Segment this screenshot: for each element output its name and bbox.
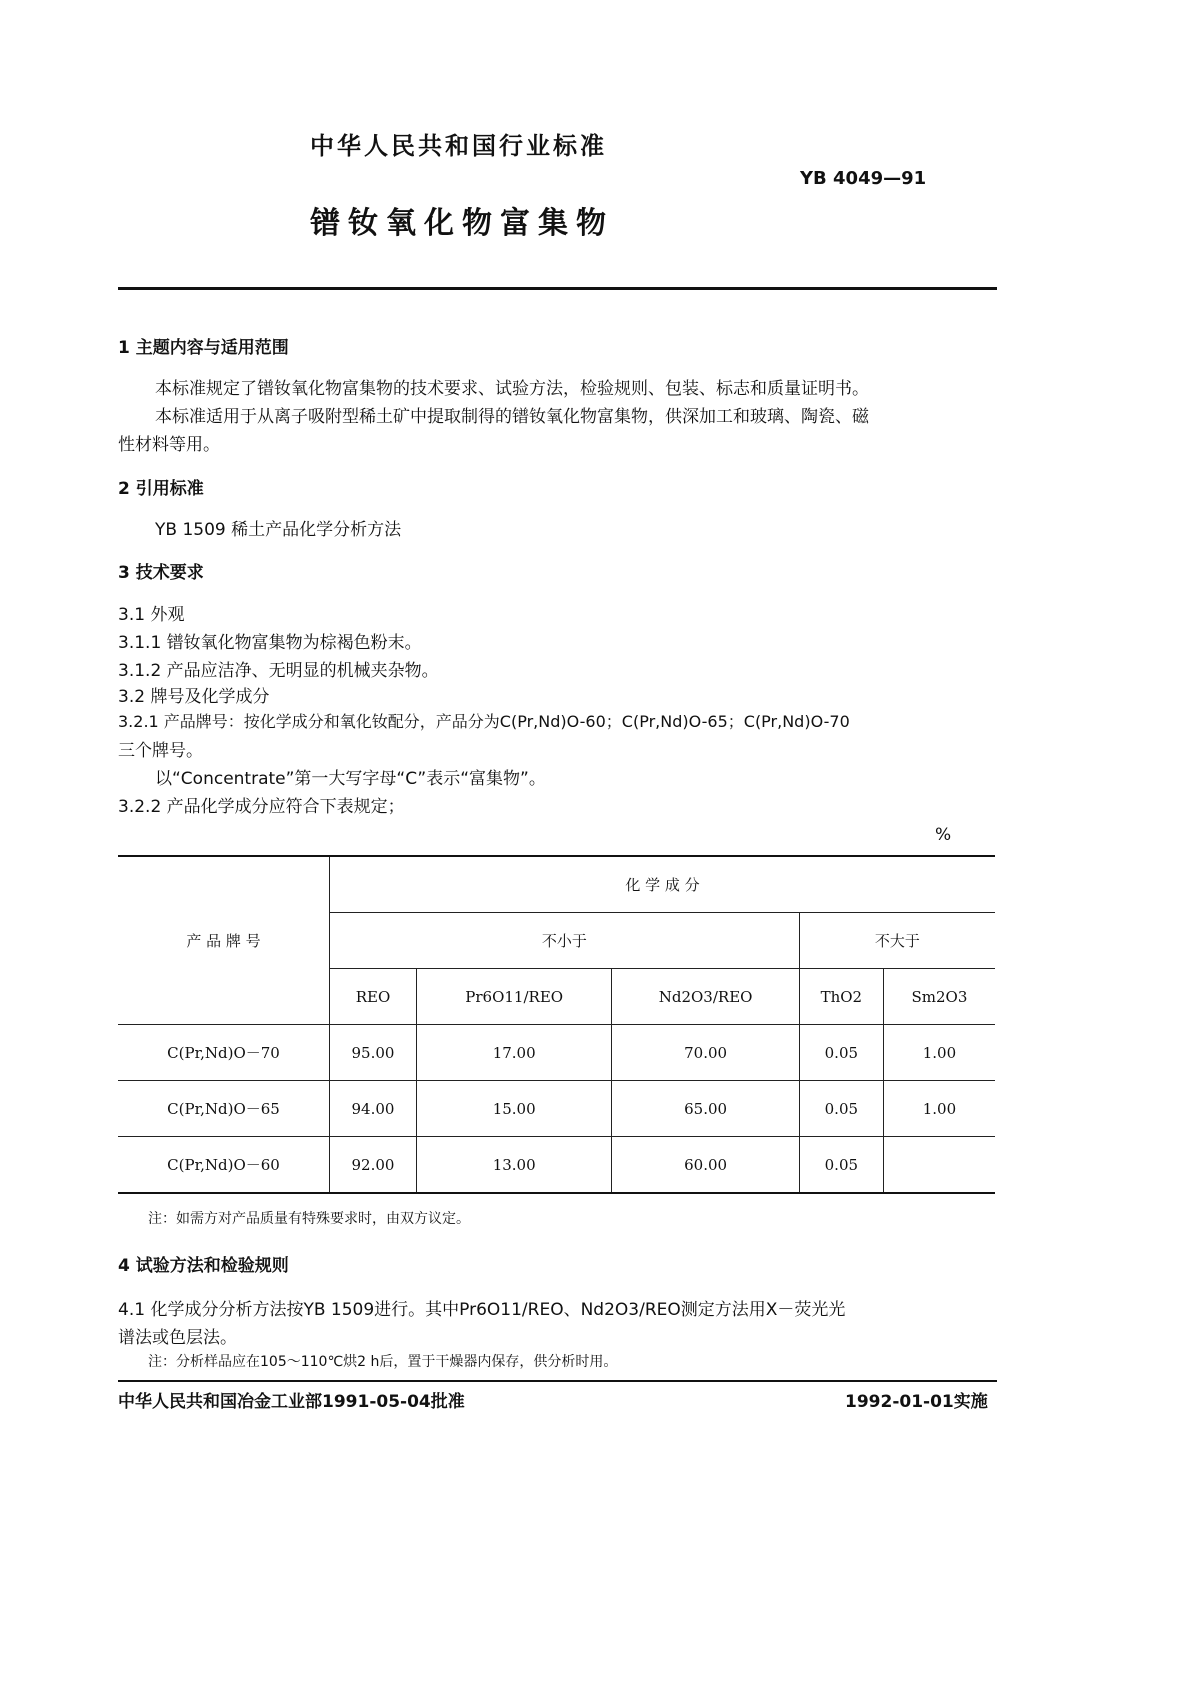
s311: 3.1.1 镨钕氧化物富集物为棕褐色粉末。 [118,633,422,653]
grade: C(Pr,Nd)O－70 [118,1025,330,1081]
reference-standard: YB 1509 稀土产品化学分析方法 [155,520,402,540]
effective-date: 1992-01-01实施 [845,1392,988,1412]
cell: 94.00 [330,1081,417,1137]
s312: 3.1.2 产品应洁净、无明显的机械夹杂物。 [118,661,439,681]
table-row [118,1137,995,1194]
cell: 65.00 [612,1081,799,1137]
col-reo: REO [330,969,417,1025]
cell: 0.05 [799,1137,883,1194]
s41-note: 注：分析样品应在105～110℃烘2 h后，置于干燥器内保存，供分析时用。 [148,1354,618,1370]
table-row [118,1081,995,1137]
col-sm2o3: Sm2O3 [883,969,995,1025]
col-tho2: ThO2 [799,969,883,1025]
cell: 1.00 [883,1025,995,1081]
grade: C(Pr,Nd)O－65 [118,1081,330,1137]
cell: 15.00 [416,1081,611,1137]
s321: 3.2.1 产品牌号：按化学成分和氧化钕配分，产品分为C(Pr,Nd)O-60；C(Pr,Nd)O-65；C(Pr,Nd)O-70 [118,712,850,731]
s1-para2: 本标准适用于从离子吸附型稀土矿中提取制得的镨钕氧化物富集物，供深加工和玻璃、陶瓷、磁 [155,407,869,427]
cell: 1.00 [883,1081,995,1137]
issuing-org: 中华人民共和国行业标准 [310,132,607,160]
col-pr6o11: Pr6O11/REO [416,969,611,1025]
section-2-heading: 2 引用标准 [118,479,204,499]
grade: C(Pr,Nd)O－60 [118,1137,330,1194]
cell: 60.00 [612,1137,799,1194]
s41: 4.1 化学成分分析方法按YB 1509进行。其中Pr6O11/REO、Nd2O3/REO测定方法用X－荧光光 [118,1300,846,1320]
unit-label: % [935,825,952,845]
s31: 3.1 外观 [118,605,185,625]
max-header: 不大于 [799,913,995,969]
s32: 3.2 牌号及化学成分 [118,687,270,707]
cell: 70.00 [612,1025,799,1081]
cell: 0.05 [799,1081,883,1137]
standard-code: YB 4049—91 [800,168,927,189]
composition-table [118,855,995,1194]
cell: 95.00 [330,1025,417,1081]
section-3-heading: 3 技术要求 [118,563,204,583]
s321-note: 以“Concentrate”第一大写字母“C”表示“富集物”。 [155,769,546,789]
section-4-heading: 4 试验方法和检验规则 [118,1256,289,1276]
grade-header: 产 品 牌 号 [118,856,330,1025]
document-title: 镨钕氧化物富集物 [310,206,614,241]
header-rule [118,287,997,290]
section-1-heading: 1 主题内容与适用范围 [118,338,289,358]
min-header: 不小于 [330,913,800,969]
footer-rule [118,1380,997,1382]
s322: 3.2.2 产品化学成分应符合下表规定； [118,797,405,817]
s1-para1: 本标准规定了镨钕氧化物富集物的技术要求、试验方法，检验规则、包装、标志和质量证明书。 [155,379,869,399]
cell [883,1137,995,1194]
s1-para2-cont: 性材料等用。 [118,435,220,455]
col-nd2o3: Nd2O3/REO [612,969,799,1025]
table-note: 注：如需方对产品质量有特殊要求时，由双方议定。 [148,1211,470,1227]
cell: 17.00 [416,1025,611,1081]
approval-date: 中华人民共和国冶金工业部1991-05-04批准 [118,1392,465,1412]
table-row [118,1025,995,1081]
s321-cont: 三个牌号。 [118,741,203,761]
cell: 13.00 [416,1137,611,1194]
s41-cont: 谱法或色层法。 [118,1328,237,1348]
cell: 0.05 [799,1025,883,1081]
cell: 92.00 [330,1137,417,1194]
chem-header: 化 学 成 分 [330,856,996,913]
